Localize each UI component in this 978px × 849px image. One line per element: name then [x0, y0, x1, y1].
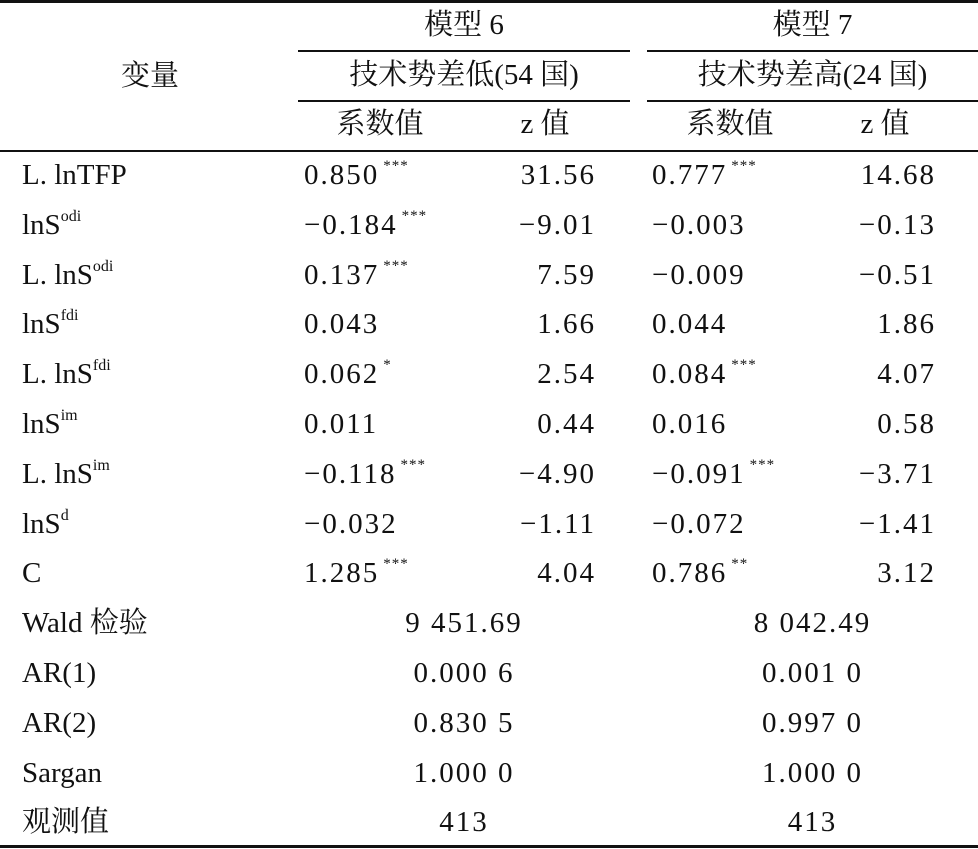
model-7-coefficient [652, 506, 832, 542]
model-6-coefficient [304, 157, 484, 193]
coefficient-value: 0.016 [652, 408, 728, 440]
variable-name: L. lnS [22, 358, 93, 390]
model-6-coefficient [304, 406, 484, 442]
coefficient-value: −0.118 [304, 458, 397, 490]
variable-name: lnS [22, 209, 61, 241]
model-7-sub-underline [647, 100, 978, 102]
stat-label: AR(2) [22, 707, 97, 739]
significance-stars: *** [383, 158, 409, 174]
variable-name: L. lnS [22, 458, 93, 490]
model-6-subtitle: 技术势差低(54 国) [349, 59, 579, 91]
variable-label [22, 257, 282, 293]
model-7-z-value: 14.68 [860, 159, 936, 191]
significance-stars: ** [731, 556, 749, 572]
coefficient-value: 0.777 [652, 159, 728, 191]
variable-label [22, 207, 282, 243]
model-7-coefficient [652, 207, 832, 243]
model-7-stat-value: 1.000 0 [762, 757, 863, 789]
model-7-coef-header: 系数值 [686, 108, 774, 140]
variable-label [22, 456, 282, 492]
model-7-title: 模型 7 [772, 9, 853, 41]
variable-header: 变量 [120, 60, 179, 92]
model-7-coefficient [652, 456, 832, 492]
model-7-z-value: −1.41 [858, 508, 936, 540]
model-7-underline [647, 50, 978, 52]
coefficient-value: −0.184 [304, 209, 398, 241]
model-6-coefficient [304, 555, 484, 591]
model-7-z-value: −0.51 [858, 259, 936, 291]
coefficient-value: 0.062 [304, 358, 380, 390]
significance-stars: *** [731, 158, 757, 174]
model-7-coefficient [652, 555, 832, 591]
coefficient-value: 0.011 [304, 408, 379, 440]
model-7-z-value: −0.13 [858, 209, 936, 241]
variable-superscript: fdi [92, 357, 111, 374]
significance-stars: *** [383, 556, 409, 572]
bottom-rule [0, 845, 978, 848]
variable-superscript: d [60, 507, 69, 524]
variable-label [22, 306, 282, 342]
model-7-coefficient [652, 157, 832, 193]
coefficient-value: −0.009 [652, 259, 746, 291]
variable-label [22, 506, 282, 542]
model-6-stat-value: 413 [439, 806, 489, 838]
significance-stars: *** [400, 457, 427, 473]
model-7-z-value: −3.71 [858, 458, 936, 490]
variable-label [22, 356, 282, 392]
stat-label: 观测值 [22, 806, 110, 838]
significance-stars: *** [401, 208, 428, 224]
model-6-sub-underline [298, 100, 630, 102]
variable-name: lnS [22, 308, 61, 340]
coefficient-value: 0.850 [304, 159, 380, 191]
model-6-z-value: −9.01 [518, 209, 596, 241]
variable-name: L. lnS [22, 259, 93, 291]
coefficient-value: 0.043 [304, 308, 380, 340]
coefficient-value: −0.072 [652, 508, 746, 540]
model-6-coefficient [304, 306, 484, 342]
model-6-z-value: −4.90 [518, 458, 596, 490]
variable-name: L. lnTFP [22, 159, 127, 191]
variable-label [22, 555, 282, 591]
coefficient-value: −0.003 [652, 209, 746, 241]
model-7-z-value: 3.12 [877, 557, 936, 589]
model-7-subtitle: 技术势差高(24 国) [697, 59, 928, 91]
model-7-coefficient [652, 356, 832, 392]
coefficient-value: 1.285 [304, 557, 380, 589]
model-6-coefficient [304, 207, 484, 243]
model-7-stat-value: 413 [787, 806, 838, 838]
model-7-z-value: 4.07 [877, 358, 936, 390]
model-6-stat-value: 0.830 5 [413, 707, 515, 739]
variable-name: lnS [22, 408, 61, 440]
model-6-coefficient [304, 356, 484, 392]
model-6-z-value: 7.59 [537, 259, 596, 291]
variable-label [22, 157, 282, 193]
model-6-coefficient [304, 456, 484, 492]
model-6-z-value: 4.04 [537, 557, 596, 589]
model-6-z-header: z 值 [520, 108, 570, 140]
stat-label: AR(1) [22, 657, 97, 689]
stat-label: Sargan [22, 757, 103, 789]
model-7-z-value: 0.58 [877, 408, 936, 440]
model-7-coefficient [652, 406, 832, 442]
variable-name: lnS [22, 508, 61, 540]
model-6-coef-header: 系数值 [336, 108, 424, 140]
model-6-coefficient [304, 506, 484, 542]
model-6-title: 模型 6 [424, 9, 504, 41]
model-7-z-value: 1.86 [877, 308, 936, 340]
coefficient-value: −0.032 [304, 508, 398, 540]
model-6-stat-value: 0.000 6 [413, 657, 515, 689]
model-6-z-value: 2.54 [537, 358, 596, 390]
significance-stars: *** [749, 457, 776, 473]
variable-name: C [22, 557, 42, 589]
model-6-z-value: −1.11 [519, 508, 596, 540]
coefficient-value: 0.137 [304, 259, 380, 291]
model-7-coefficient [652, 306, 832, 342]
model-6-z-value: 0.44 [537, 408, 596, 440]
coefficient-value: 0.044 [652, 308, 728, 340]
model-6-z-value: 1.66 [537, 308, 596, 340]
header-bottom-rule [0, 150, 978, 152]
model-6-stat-value: 1.000 0 [413, 757, 515, 789]
model-6-stat-value: 9 451.69 [405, 607, 523, 639]
model-7-stat-value: 8 042.49 [753, 607, 872, 639]
variable-superscript: fdi [60, 307, 79, 324]
coefficient-value: −0.091 [652, 458, 746, 490]
variable-superscript: odi [60, 208, 82, 225]
significance-stars: *** [731, 357, 757, 373]
model-7-coefficient [652, 257, 832, 293]
variable-label [22, 406, 282, 442]
top-rule [0, 0, 978, 3]
model-7-z-header: z 值 [860, 108, 910, 140]
coefficient-value: 0.084 [652, 358, 728, 390]
variable-superscript: im [92, 457, 110, 474]
model-7-stat-value: 0.997 0 [762, 707, 863, 739]
model-6-underline [298, 50, 630, 52]
coefficient-value: 0.786 [652, 557, 728, 589]
variable-superscript: im [60, 407, 78, 424]
stat-label: Wald 检验 [22, 607, 148, 639]
model-6-coefficient [304, 257, 484, 293]
variable-superscript: odi [92, 258, 114, 275]
model-6-z-value: 31.56 [520, 159, 596, 191]
significance-stars: *** [383, 258, 409, 274]
significance-stars: * [383, 357, 392, 373]
model-7-stat-value: 0.001 0 [762, 657, 863, 689]
